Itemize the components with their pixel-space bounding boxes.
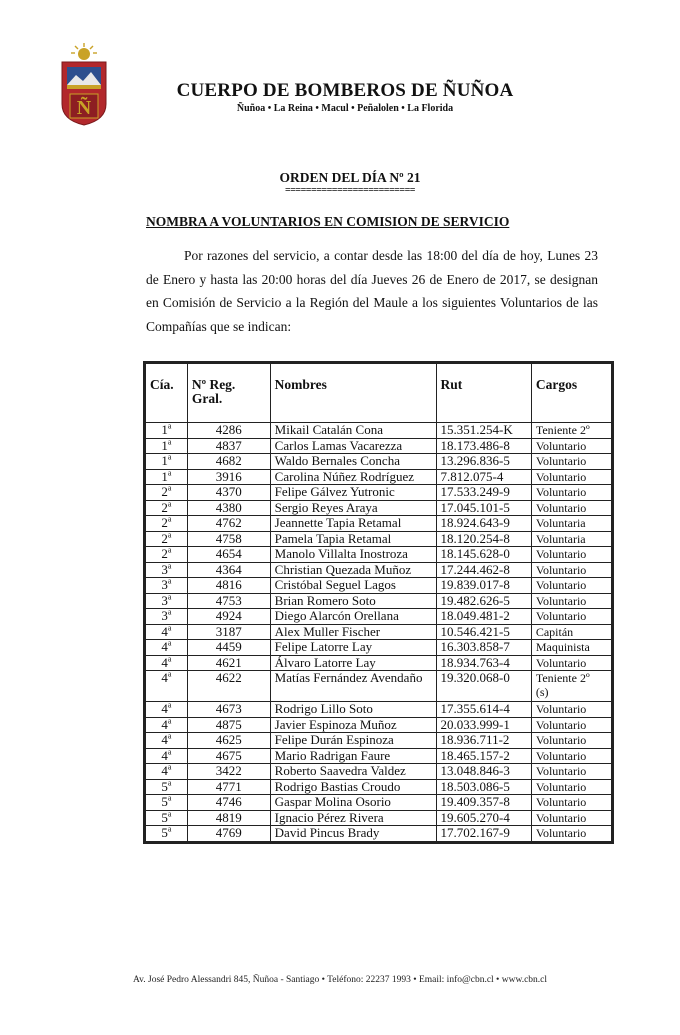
body-paragraph-text: Por razones del servicio, a contar desde las 18:00 del día de hoy, Lunes 23 de Enero y hasta las 20:00 horas del día Jueves 26 de Enero de 2017, se designan en Comisión de Servicio a la Región del Maule a los siguientes Voluntarios de las Compañías que se indican: (146, 248, 598, 334)
cell-cargo: Voluntario (531, 655, 611, 671)
order-title-rule: ========================= (285, 185, 415, 196)
crest-sun-icon (71, 43, 97, 60)
cell-cia: 4$^a$ (146, 702, 188, 718)
order-of-day-title: ORDEN DEL DÍA Nº 21 (279, 170, 421, 185)
cell-cargo: Voluntario (531, 810, 611, 826)
cell-cia: 4$^a$ (146, 733, 188, 749)
cell-rut: 20.033.999-1 (436, 717, 531, 733)
cell-cia: 2$^a$ (146, 500, 188, 516)
cell-cia: 2$^a$ (146, 547, 188, 563)
table-row (146, 764, 612, 780)
cell-cia: 4$^a$ (146, 624, 188, 640)
cell-cia: 1$^a$ (146, 454, 188, 470)
cell-rut: 17.244.462-8 (436, 562, 531, 578)
cell-cia: 3$^a$ (146, 593, 188, 609)
cell-nombre: Rodrigo Bastias Croudo (270, 779, 436, 795)
cell-cia: 4$^a$ (146, 717, 188, 733)
cell-cia: 5$^a$ (146, 826, 188, 842)
cell-reg-gral: 4621 (187, 655, 270, 671)
table-row (146, 640, 612, 656)
cell-rut: 18.120.254-8 (436, 531, 531, 547)
cell-reg-gral: 4654 (187, 547, 270, 563)
cell-nombre: Rodrigo Lillo Soto (270, 702, 436, 718)
table-row (146, 593, 612, 609)
header-rut: Rut (436, 364, 531, 423)
cell-nombre: Waldo Bernales Concha (270, 454, 436, 470)
cell-rut: 19.839.017-8 (436, 578, 531, 594)
cell-rut: 19.482.626-5 (436, 593, 531, 609)
cell-cia: 4$^a$ (146, 764, 188, 780)
cell-reg-gral: 4682 (187, 454, 270, 470)
cell-rut: 7.812.075-4 (436, 469, 531, 485)
cell-cia: 2$^a$ (146, 531, 188, 547)
cell-reg-gral: 4625 (187, 733, 270, 749)
table-row (146, 578, 612, 594)
cell-cia: 3$^a$ (146, 609, 188, 625)
cell-cargo: Voluntario (531, 469, 611, 485)
cell-nombre: Christian Quezada Muñoz (270, 562, 436, 578)
body-paragraph (146, 244, 598, 338)
cell-cia: 4$^a$ (146, 671, 188, 702)
cell-reg-gral: 4746 (187, 795, 270, 811)
table-row (146, 438, 612, 454)
table-row (146, 624, 612, 640)
cell-rut: 15.351.254-K (436, 423, 531, 439)
cell-cargo: Voluntario (531, 826, 611, 842)
cell-nombre: Diego Alarcón Orellana (270, 609, 436, 625)
cell-cargo: Voluntario (531, 438, 611, 454)
cell-rut: 19.409.357-8 (436, 795, 531, 811)
cell-cargo: Capitán (531, 624, 611, 640)
cell-rut: 10.546.421-5 (436, 624, 531, 640)
table-header-row (146, 364, 612, 423)
cell-reg-gral: 4816 (187, 578, 270, 594)
cell-reg-gral: 4459 (187, 640, 270, 656)
cell-reg-gral: 4875 (187, 717, 270, 733)
cell-reg-gral: 4837 (187, 438, 270, 454)
cell-cargo: Teniente 2º (s) (531, 671, 611, 702)
cell-reg-gral: 3422 (187, 764, 270, 780)
cell-reg-gral: 4753 (187, 593, 270, 609)
cell-cia: 5$^a$ (146, 795, 188, 811)
cell-reg-gral: 4924 (187, 609, 270, 625)
cell-reg-gral: 4286 (187, 423, 270, 439)
cell-nombre: Álvaro Latorre Lay (270, 655, 436, 671)
cell-rut: 17.702.167-9 (436, 826, 531, 842)
cell-cargo: Voluntario (531, 593, 611, 609)
cell-cia: 5$^a$ (146, 779, 188, 795)
table-row (146, 562, 612, 578)
cell-cargo: Teniente 2º (531, 423, 611, 439)
cell-reg-gral: 4769 (187, 826, 270, 842)
cell-nombre: Mario Radrigan Faure (270, 748, 436, 764)
cell-cia: 2$^a$ (146, 485, 188, 501)
cell-cia: 1$^a$ (146, 469, 188, 485)
cell-rut: 17.355.614-4 (436, 702, 531, 718)
header-nombres: Nombres (270, 364, 436, 423)
cell-nombre: Roberto Saavedra Valdez (270, 764, 436, 780)
fire-department-crest-logo (58, 42, 110, 126)
cell-nombre: Felipe Gálvez Yutronic (270, 485, 436, 501)
cell-reg-gral: 4622 (187, 671, 270, 702)
table-row (146, 423, 612, 439)
table-row (146, 500, 612, 516)
cell-rut: 17.533.249-9 (436, 485, 531, 501)
cell-nombre: Pamela Tapia Retamal (270, 531, 436, 547)
cell-cia: 3$^a$ (146, 562, 188, 578)
cell-cargo: Voluntario (531, 454, 611, 470)
section-heading: NOMBRA A VOLUNTARIOS EN COMISION DE SERVICIO (146, 214, 510, 229)
cell-cargo: Voluntario (531, 485, 611, 501)
cell-reg-gral: 4370 (187, 485, 270, 501)
table-row (146, 702, 612, 718)
header-cia: Cía. (146, 364, 188, 423)
table-row (146, 655, 612, 671)
svg-text:Ñ: Ñ (76, 97, 92, 119)
table-row (146, 547, 612, 563)
cell-nombre: Felipe Latorre Lay (270, 640, 436, 656)
cell-cargo: Voluntario (531, 609, 611, 625)
cell-nombre: Javier Espinoza Muñoz (270, 717, 436, 733)
table-row (146, 779, 612, 795)
cell-cargo: Voluntario (531, 733, 611, 749)
cell-cargo: Maquinista (531, 640, 611, 656)
cell-cia: 1$^a$ (146, 423, 188, 439)
cell-nombre: Brian Romero Soto (270, 593, 436, 609)
table-row (146, 748, 612, 764)
cell-cargo: Voluntario (531, 500, 611, 516)
cell-cargo: Voluntario (531, 562, 611, 578)
cell-rut: 18.173.486-8 (436, 438, 531, 454)
table-row (146, 733, 612, 749)
cell-rut: 13.296.836-5 (436, 454, 531, 470)
cell-rut: 18.934.763-4 (436, 655, 531, 671)
cell-reg-gral: 4762 (187, 516, 270, 532)
cell-nombre: Felipe Durán Espinoza (270, 733, 436, 749)
cell-rut: 18.145.628-0 (436, 547, 531, 563)
cell-cia: 4$^a$ (146, 655, 188, 671)
cell-cia: 2$^a$ (146, 516, 188, 532)
cell-nombre: Mikail Catalán Cona (270, 423, 436, 439)
cell-reg-gral: 4819 (187, 810, 270, 826)
table-row (146, 531, 612, 547)
cell-rut: 17.045.101-5 (436, 500, 531, 516)
cell-cia: 5$^a$ (146, 810, 188, 826)
cell-reg-gral: 3187 (187, 624, 270, 640)
table-row (146, 826, 612, 842)
cell-nombre: Matías Fernández Avendaño (270, 671, 436, 702)
cell-rut: 18.924.643-9 (436, 516, 531, 532)
cell-rut: 18.503.086-5 (436, 779, 531, 795)
cell-cargo: Voluntario (531, 779, 611, 795)
cell-reg-gral: 4758 (187, 531, 270, 547)
cell-nombre: Alex Muller Fischer (270, 624, 436, 640)
cell-reg-gral: 4364 (187, 562, 270, 578)
cell-reg-gral: 3916 (187, 469, 270, 485)
cell-rut: 18.049.481-2 (436, 609, 531, 625)
cell-rut: 18.936.711-2 (436, 733, 531, 749)
cell-cia: 3$^a$ (146, 578, 188, 594)
header-cargos: Cargos (531, 364, 611, 423)
cell-nombre: Carolina Núñez Rodríguez (270, 469, 436, 485)
cell-nombre: Gaspar Molina Osorio (270, 795, 436, 811)
cell-reg-gral: 4771 (187, 779, 270, 795)
cell-nombre: Jeannette Tapia Retamal (270, 516, 436, 532)
organization-communes: Ñuñoa • La Reina • Macul • Peñalolen • La Florida (236, 103, 454, 114)
cell-nombre: Cristóbal Seguel Lagos (270, 578, 436, 594)
table-row (146, 516, 612, 532)
cell-cargo: Voluntario (531, 764, 611, 780)
cell-cargo: Voluntario (531, 547, 611, 563)
cell-nombre: Manolo Villalta Inostroza (270, 547, 436, 563)
cell-nombre: Ignacio Pérez Rivera (270, 810, 436, 826)
cell-rut: 19.605.270-4 (436, 810, 531, 826)
footer-contact: Av. José Pedro Alessandri 845, Ñuñoa - Santiago • Teléfono: 22237 1993 • Email: info@cbn.cl • www.cbn.cl (132, 975, 548, 985)
table-row (146, 795, 612, 811)
cell-rut: 16.303.858-7 (436, 640, 531, 656)
cell-cargo: Voluntario (531, 702, 611, 718)
cell-cia: 4$^a$ (146, 640, 188, 656)
table-body (146, 423, 612, 842)
table-row (146, 671, 612, 702)
cell-rut: 13.048.846-3 (436, 764, 531, 780)
cell-cargo: Voluntario (531, 795, 611, 811)
cell-cargo: Voluntario (531, 748, 611, 764)
cell-cargo: Voluntario (531, 717, 611, 733)
cell-reg-gral: 4673 (187, 702, 270, 718)
cell-reg-gral: 4675 (187, 748, 270, 764)
table-row (146, 609, 612, 625)
cell-reg-gral: 4380 (187, 500, 270, 516)
cell-rut: 18.465.157-2 (436, 748, 531, 764)
cell-nombre: Sergio Reyes Araya (270, 500, 436, 516)
table-row (146, 454, 612, 470)
header-reg-gral: Nº Reg. Gral. (187, 364, 270, 423)
table-row (146, 469, 612, 485)
volunteers-table (145, 363, 612, 842)
table-row (146, 485, 612, 501)
table-row (146, 810, 612, 826)
cell-nombre: David Pincus Brady (270, 826, 436, 842)
cell-cia: 4$^a$ (146, 748, 188, 764)
cell-cargo: Voluntario (531, 578, 611, 594)
organization-title: CUERPO DE BOMBEROS DE ÑUÑOA (176, 80, 514, 101)
cell-nombre: Carlos Lamas Vacarezza (270, 438, 436, 454)
cell-cia: 1$^a$ (146, 438, 188, 454)
cell-rut: 19.320.068-0 (436, 671, 531, 702)
table-row (146, 717, 612, 733)
cell-cargo: Voluntaria (531, 531, 611, 547)
cell-cargo: Voluntaria (531, 516, 611, 532)
